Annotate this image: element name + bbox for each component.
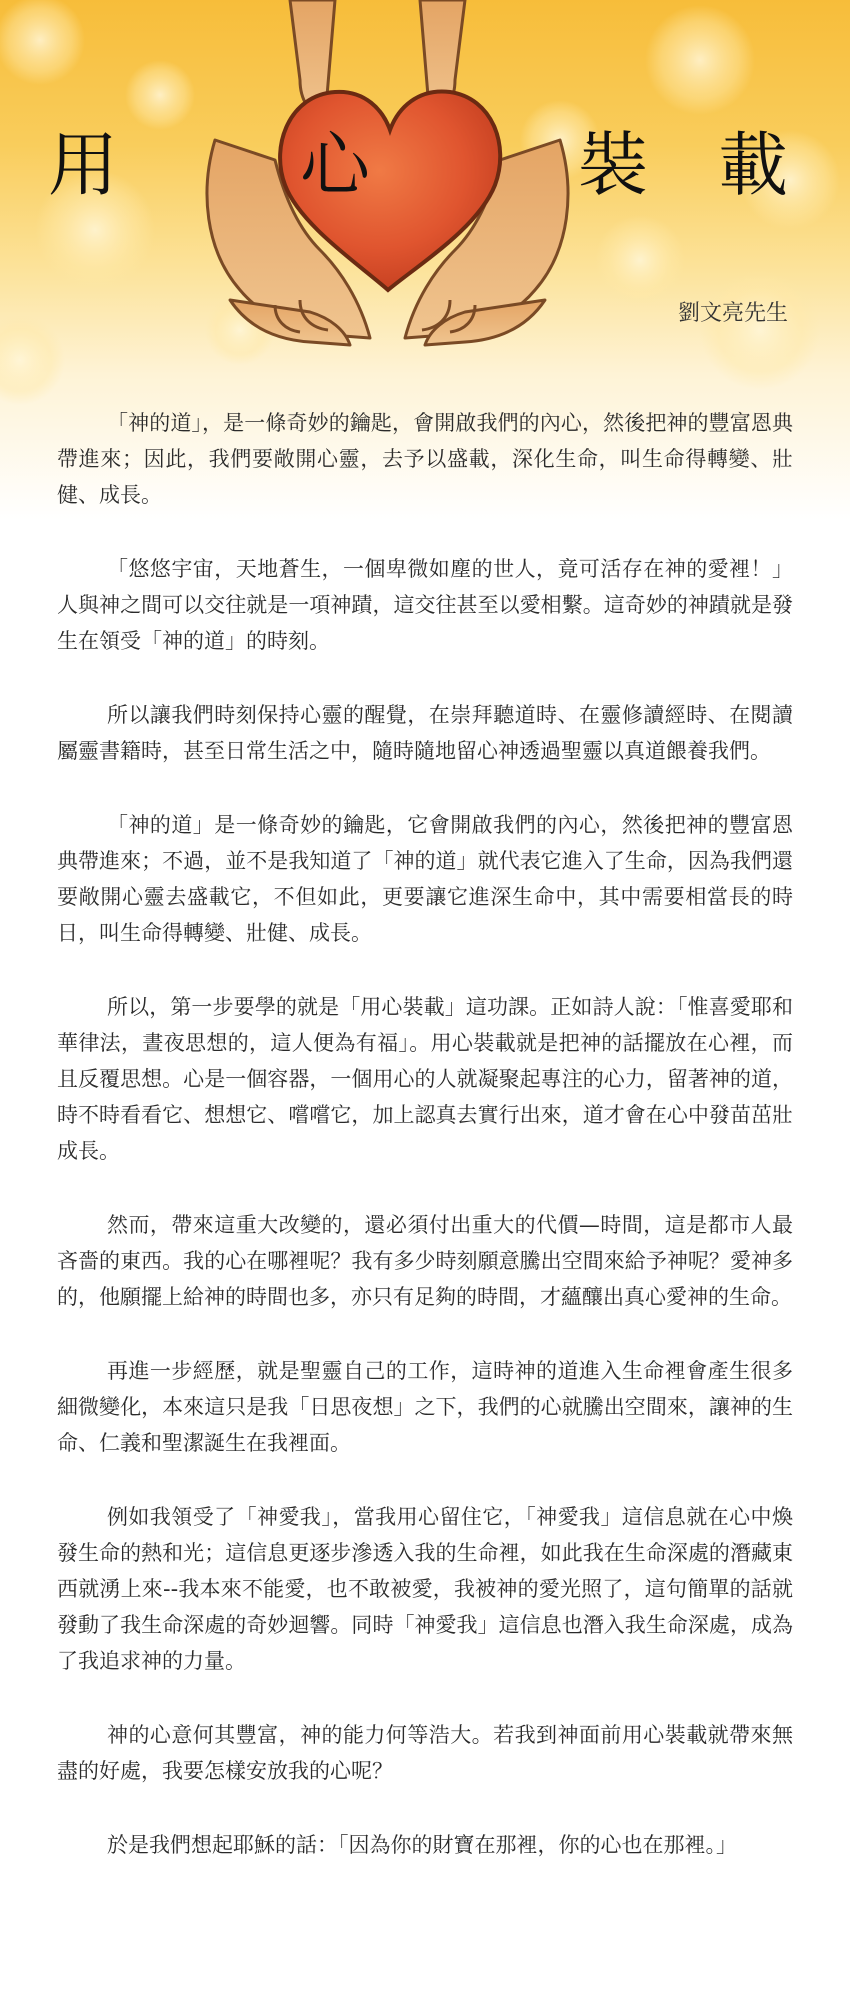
paragraph: 「神的道」，是一條奇妙的鑰匙，會開啟我們的內心，然後把神的豐富恩典帶進來；因此，我們要敞開心靈，去予以盛載，深化生命，叫生命得轉變、壯健、成長。 (57, 411, 793, 507)
paragraph: 例如我領受了「神愛我」，當我用心留住它，「神愛我」這信息就在心中煥發生命的熱和光；這信息更逐步滲透入我的生命裡，如此我在生命深處的潛藏東西就湧上來--我本來不能愛，也不敢被愛，我被神的愛光照了，這句簡單的話就發動了我生命深處的奇妙迴響。同時「神愛我」這信息也潛入我生命深處，成為了我追求神的力量。 (57, 1505, 793, 1673)
paragraph: 所以，第一步要學的就是「用心裝載」這功課。正如詩人說：「惟喜愛耶和華律法，晝夜思想的，這人便為有福」。用心裝載就是把神的話擺放在心裡，而且反覆思想。心是一個容器，一個用心的人就凝聚起專注的心力，留著神的道，時不時看看它、想想它、嚐嚐它，加上認真去實行出來，道才會在心中發苗茁壯成長。 (57, 995, 793, 1163)
paragraph: 然而，帶來這重大改變的，還必須付出重大的代價—時間，這是都市人最吝嗇的東西。我的心在哪裡呢？我有多少時刻願意騰出空間來給予神呢？愛神多的，他願擺上給神的時間也多，亦只有足夠的時間，才蘊釀出真心愛神的生命。 (57, 1213, 793, 1309)
paragraph: 「悠悠宇宙，天地蒼生，一個卑微如塵的世人，竟可活存在神的愛裡！」人與神之間可以交往就是一項神蹟，這交往甚至以愛相繫。這奇妙的神蹟就是發生在領受「神的道」的時刻。 (57, 557, 793, 653)
title-char-2: 心 (300, 124, 370, 206)
author-name: 劉文亮先生 (677, 301, 788, 326)
title-char-4: 載 (718, 124, 788, 206)
paragraph: 所以讓我們時刻保持心靈的醒覺，在崇拜聽道時、在靈修讀經時、在閱讀屬靈書籍時，甚至日常生活之中，隨時隨地留心神透過聖靈以真道餵養我們。 (57, 703, 793, 763)
paragraph: 於是我們想起耶穌的話：「因為你的財寶在那裡，你的心也在那裡。」 (107, 1833, 737, 1857)
paragraph: 再進一步經歷，就是聖靈自己的工作，這時神的道進入生命裡會產生很多細微變化，本來這只是我「日思夜想」之下，我們的心就騰出空間來，讓神的生命、仁義和聖潔誕生在我裡面。 (57, 1359, 793, 1455)
title-char-1: 用 (48, 124, 118, 206)
article-body (57, 405, 793, 1901)
paragraph: 「神的道」是一條奇妙的鑰匙，它會開啟我們的內心，然後把神的豐富恩典帶進來；不過，並不是我知道了「神的道」就代表它進入了生命，因為我們還要敞開心靈去盛載它，不但如此，更要讓它進深生命中，其中需要相當長的時日，叫生命得轉變、壯健、成長。 (57, 813, 793, 945)
title-char-3: 裝 (578, 124, 648, 206)
paragraph: 神的心意何其豐富，神的能力何等浩大。若我到神面前用心裝載就帶來無盡的好處，我要怎樣安放我的心呢？ (57, 1723, 793, 1783)
